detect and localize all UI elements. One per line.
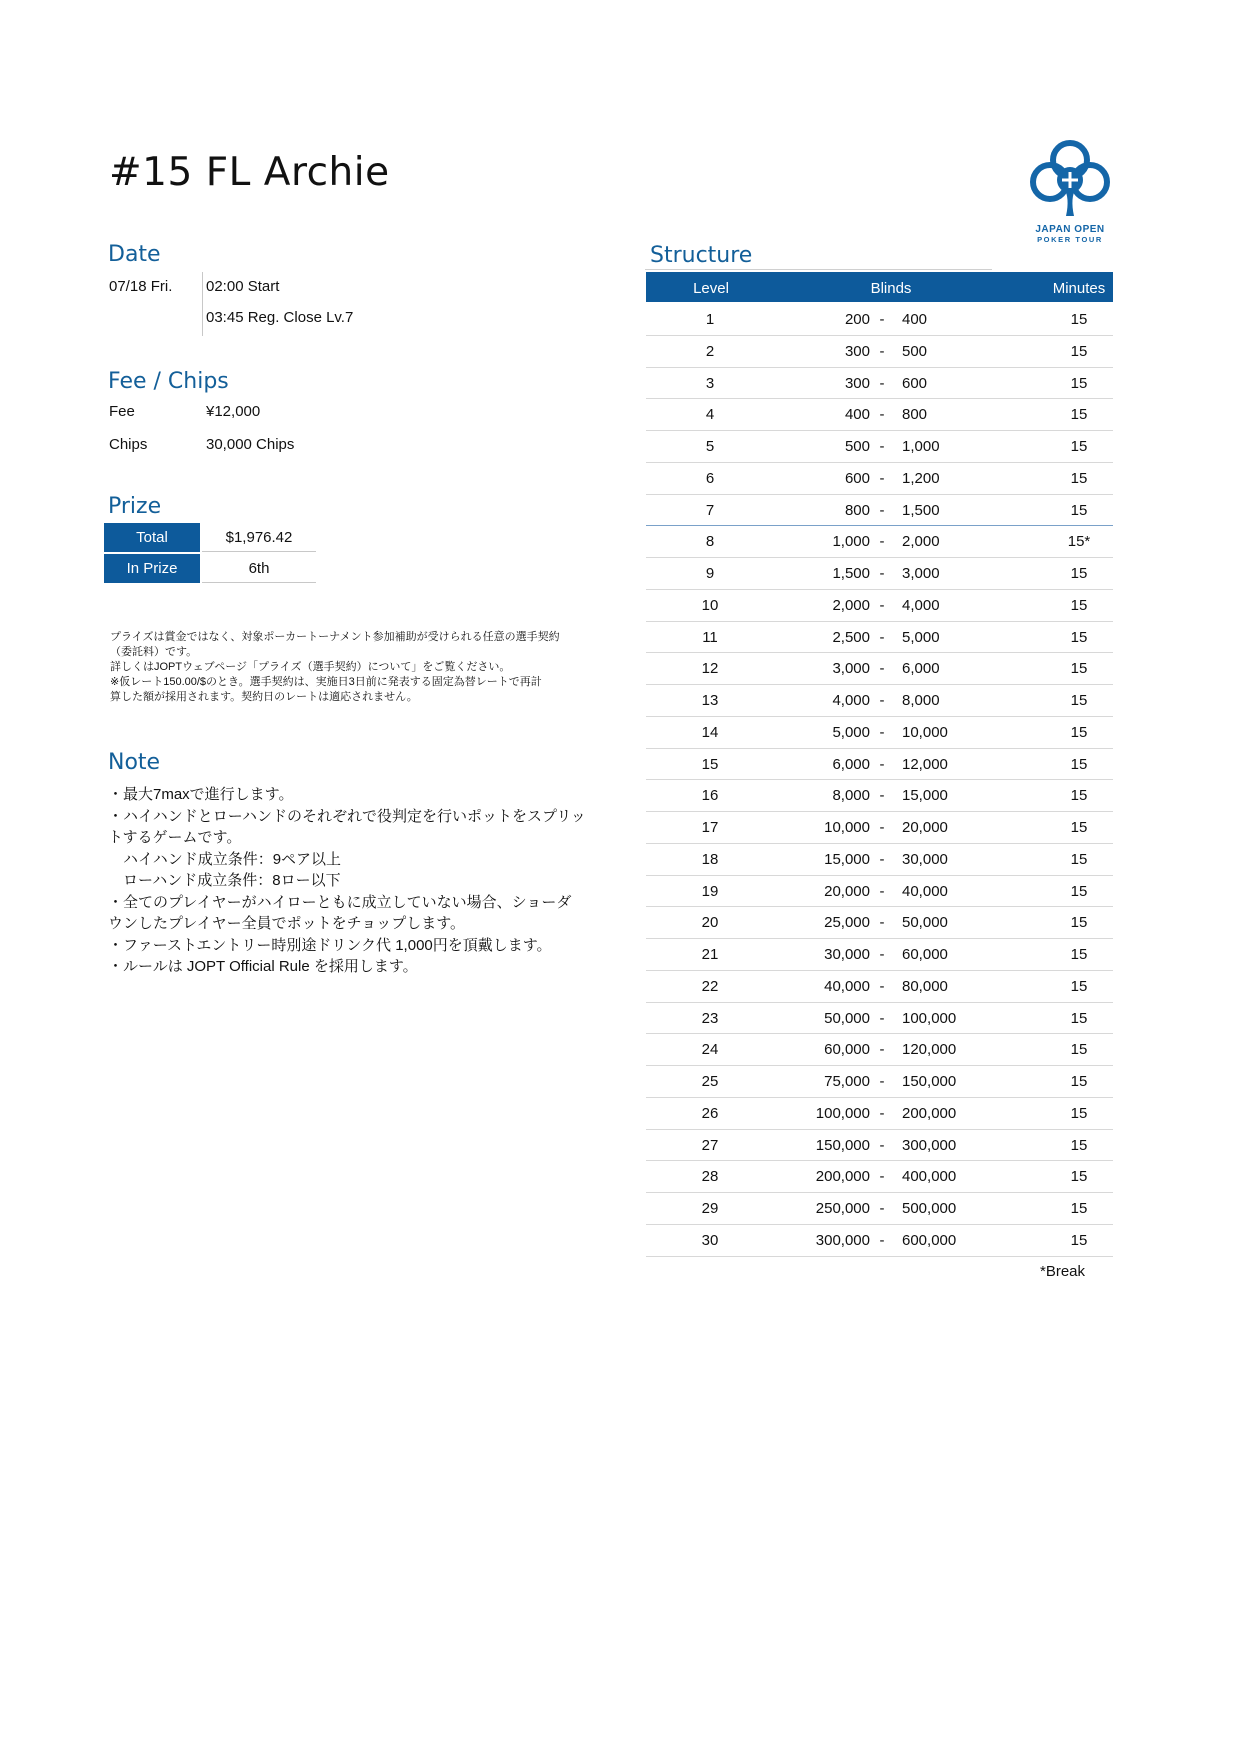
big-blind-cell: 8,000	[902, 692, 940, 709]
level-cell: 4	[705, 406, 715, 424]
small-blind-cell: 15,000	[824, 850, 870, 868]
table-row	[646, 558, 1113, 590]
level-cell: 17	[701, 819, 719, 836]
table-row	[646, 876, 1113, 908]
note-heading: Note	[108, 750, 161, 775]
blind-separator: -	[879, 1168, 885, 1186]
minutes-cell: 15	[1070, 406, 1088, 424]
small-blind-cell: 300	[844, 374, 870, 392]
small-blind-cell: 60,000	[824, 1041, 870, 1059]
prize-total-value: $1,976.42	[202, 523, 316, 552]
table-row	[646, 1130, 1113, 1162]
blind-separator: -	[879, 850, 885, 868]
blind-separator: -	[879, 882, 885, 900]
logo-text-line1: JAPAN OPEN	[1035, 224, 1105, 235]
table-row	[646, 1098, 1113, 1130]
prize-note-line: プライズは賞金ではなく、対象ポーカートーナメント参加補助が受けられる任意の選手契約	[110, 631, 560, 643]
minutes-cell: 15	[1070, 1136, 1088, 1154]
blind-separator: -	[879, 660, 885, 678]
level-cell: 13	[701, 692, 719, 709]
big-blind-cell: 15,000	[902, 787, 948, 805]
big-blind-cell: 30,000	[902, 850, 948, 868]
minutes-cell: 15*	[1067, 533, 1091, 551]
small-blind-cell: 20,000	[824, 882, 870, 900]
prize-inprize-row	[104, 554, 316, 583]
big-blind-cell: 600,000	[902, 1231, 957, 1249]
minutes-cell: 15	[1070, 438, 1088, 455]
note-line: ・ハイハンドとローハンドのそれぞれで役判定を行いポットをスプリッ	[108, 807, 586, 825]
small-blind-cell: 10,000	[824, 819, 870, 836]
blind-separator: -	[879, 692, 885, 709]
level-cell: 21	[701, 946, 719, 963]
jopt-logo	[1024, 138, 1116, 244]
col-blinds: Blinds	[870, 280, 912, 297]
blind-separator: -	[879, 1136, 885, 1154]
level-cell: 2	[705, 342, 715, 360]
prize-inprize-label: In Prize	[104, 554, 202, 583]
small-blind-cell: 500	[844, 438, 870, 455]
minutes-cell: 15	[1070, 374, 1088, 392]
level-cell: 15	[701, 755, 719, 773]
prize-note-line: （委託料）です。	[110, 646, 198, 658]
blind-separator: -	[879, 311, 885, 328]
big-blind-cell: 4,000	[902, 596, 940, 614]
col-minutes: Minutes	[1052, 280, 1106, 297]
minutes-cell: 15	[1070, 596, 1088, 614]
big-blind-cell: 1,500	[902, 501, 940, 519]
blind-separator: -	[879, 565, 885, 582]
blind-separator: -	[879, 977, 885, 995]
blind-separator: -	[879, 501, 885, 519]
big-blind-cell: 2,000	[902, 533, 940, 551]
minutes-cell: 15	[1070, 1168, 1088, 1186]
blind-separator: -	[879, 1231, 885, 1249]
level-cell: 1	[705, 311, 715, 328]
club-logo-icon	[1028, 138, 1112, 222]
minutes-cell: 15	[1070, 723, 1088, 741]
col-level: Level	[693, 280, 729, 297]
date-heading: Date	[108, 242, 161, 267]
table-row	[646, 431, 1113, 463]
level-cell: 12	[701, 660, 719, 678]
big-blind-cell: 3,000	[902, 565, 940, 582]
big-blind-cell: 5,000	[902, 628, 940, 646]
minutes-cell: 15	[1070, 660, 1088, 678]
table-row	[646, 780, 1113, 812]
level-cell: 18	[701, 850, 719, 868]
note-line: ウンしたプレイヤー全員でポットをチョップします。	[108, 915, 466, 932]
table-row	[646, 304, 1113, 336]
minutes-cell: 15	[1070, 1104, 1088, 1122]
minutes-cell: 15	[1070, 1041, 1088, 1059]
fee-label: Fee	[109, 403, 135, 420]
small-blind-cell: 8,000	[832, 787, 870, 805]
small-blind-cell: 50,000	[824, 1009, 870, 1027]
level-cell: 29	[701, 1200, 719, 1217]
structure-heading-rule	[645, 269, 992, 270]
note-line: ・ルールは JOPT Official Rule を採用します。	[108, 958, 418, 975]
structure-heading: Structure	[650, 243, 753, 268]
small-blind-cell: 5,000	[832, 723, 870, 741]
table-row	[646, 1066, 1113, 1098]
prize-total-label: Total	[104, 523, 202, 552]
small-blind-cell: 25,000	[824, 914, 870, 932]
minutes-cell: 15	[1070, 1073, 1088, 1090]
minutes-cell: 15	[1070, 692, 1088, 709]
small-blind-cell: 300,000	[815, 1231, 870, 1249]
blind-separator: -	[879, 723, 885, 741]
table-row	[646, 812, 1113, 844]
table-row	[646, 463, 1113, 495]
small-blind-cell: 300	[844, 342, 870, 360]
big-blind-cell: 1,200	[902, 469, 940, 487]
table-row	[646, 971, 1113, 1003]
small-blind-cell: 800	[844, 501, 870, 519]
table-row	[646, 495, 1113, 527]
fee-heading: Fee / Chips	[108, 369, 229, 394]
big-blind-cell: 400,000	[902, 1168, 957, 1186]
big-blind-cell: 500	[902, 342, 928, 360]
event-day: 07/18 Fri.	[109, 278, 173, 295]
table-row	[646, 844, 1113, 876]
minutes-cell: 15	[1070, 787, 1088, 805]
level-cell: 26	[701, 1104, 719, 1122]
blind-separator: -	[879, 1104, 885, 1122]
small-blind-cell: 150,000	[815, 1136, 870, 1154]
small-blind-cell: 2,000	[832, 596, 870, 614]
level-cell: 16	[701, 787, 719, 805]
minutes-cell: 15	[1070, 882, 1088, 900]
table-row	[646, 717, 1113, 749]
small-blind-cell: 600	[844, 469, 870, 487]
note-line: ・全てのプレイヤーがハイローともに成立していない場合、ショーダ	[108, 893, 572, 911]
reg-close-time: 03:45 Reg. Close Lv.7	[206, 309, 354, 326]
start-time: 02:00 Start	[206, 278, 280, 295]
minutes-cell: 15	[1070, 946, 1088, 963]
small-blind-cell: 6,000	[832, 755, 870, 773]
blind-separator: -	[879, 342, 885, 360]
big-blind-cell: 80,000	[902, 977, 948, 995]
minutes-cell: 15	[1070, 628, 1088, 646]
level-cell: 22	[701, 977, 719, 995]
blind-separator: -	[879, 533, 885, 551]
level-cell: 6	[705, 469, 715, 487]
table-row	[646, 1193, 1113, 1225]
big-blind-cell: 100,000	[902, 1009, 957, 1027]
fee-value: ¥12,000	[206, 403, 261, 420]
level-cell: 23	[701, 1009, 719, 1027]
level-cell: 11	[702, 628, 718, 646]
minutes-cell: 15	[1070, 850, 1088, 868]
small-blind-cell: 4,000	[832, 692, 870, 709]
small-blind-cell: 30,000	[824, 946, 870, 963]
small-blind-cell: 400	[844, 406, 870, 424]
minutes-cell: 15	[1070, 469, 1088, 487]
table-row	[646, 336, 1113, 368]
structure-table-body	[646, 304, 1113, 1257]
level-cell: 20	[701, 914, 719, 932]
minutes-cell: 15	[1070, 1009, 1088, 1027]
small-blind-cell: 200	[844, 311, 870, 328]
blind-separator: -	[879, 1009, 885, 1027]
prize-inprize-value: 6th	[202, 554, 316, 583]
table-row	[646, 653, 1113, 685]
note-list	[108, 784, 586, 978]
blind-separator: -	[879, 406, 885, 424]
small-blind-cell: 75,000	[824, 1073, 870, 1090]
table-row	[646, 907, 1113, 939]
big-blind-cell: 60,000	[902, 946, 948, 963]
big-blind-cell: 200,000	[902, 1104, 957, 1122]
level-cell: 9	[705, 565, 715, 582]
prize-note-line: 算した額が採用されます。契約日のレートは適応されません。	[110, 691, 418, 703]
break-footnote: *Break	[1040, 1263, 1086, 1280]
big-blind-cell: 600	[902, 374, 928, 392]
blind-separator: -	[879, 596, 885, 614]
table-row	[646, 939, 1113, 971]
date-divider	[202, 272, 203, 336]
small-blind-cell: 2,500	[832, 628, 870, 646]
small-blind-cell: 40,000	[824, 977, 870, 995]
blind-separator: -	[879, 1073, 885, 1090]
big-blind-cell: 12,000	[902, 755, 948, 773]
prize-note-line: ※仮レート150.00/$のとき。選手契約は、実施日3日前に発表する固定為替レートで再計	[110, 676, 542, 688]
minutes-cell: 15	[1070, 914, 1088, 932]
page-title: #15 FL Archie	[109, 150, 390, 195]
big-blind-cell: 300,000	[902, 1136, 957, 1154]
note-line: トするゲームです。	[108, 829, 242, 846]
blind-separator: -	[879, 914, 885, 932]
big-blind-cell: 6,000	[902, 660, 940, 678]
chips-value: 30,000 Chips	[206, 436, 295, 453]
minutes-cell: 15	[1070, 1200, 1088, 1217]
table-row	[646, 1161, 1113, 1193]
level-cell: 24	[701, 1041, 719, 1059]
level-cell: 3	[705, 374, 715, 392]
level-cell: 10	[701, 596, 719, 614]
small-blind-cell: 100,000	[815, 1104, 870, 1122]
level-cell: 27	[701, 1136, 719, 1154]
prize-heading: Prize	[108, 494, 162, 519]
big-blind-cell: 500,000	[902, 1200, 957, 1217]
chips-label: Chips	[109, 436, 148, 453]
minutes-cell: 15	[1070, 977, 1088, 995]
big-blind-cell: 50,000	[902, 914, 948, 932]
big-blind-cell: 40,000	[902, 882, 948, 900]
small-blind-cell: 3,000	[832, 660, 870, 678]
table-row	[646, 685, 1113, 717]
blind-separator: -	[879, 787, 885, 805]
table-row	[646, 622, 1113, 654]
minutes-cell: 15	[1070, 501, 1088, 519]
blind-separator: -	[879, 819, 885, 836]
minutes-cell: 15	[1070, 1231, 1088, 1249]
minutes-cell: 15	[1070, 342, 1088, 360]
level-cell: 14	[701, 723, 719, 741]
blind-separator: -	[879, 438, 885, 455]
level-cell: 30	[701, 1231, 719, 1249]
big-blind-cell: 150,000	[902, 1073, 957, 1090]
blind-separator: -	[879, 946, 885, 963]
prize-total-row	[104, 523, 316, 552]
note-line: ローハンド成立条件：8ロー以下	[108, 872, 341, 889]
note-line: ・最大7maxで進行します。	[108, 786, 294, 803]
table-row	[646, 1225, 1113, 1257]
note-line: ・ファーストエントリー時別途ドリンク代 1,000円を頂戴します。	[108, 936, 552, 954]
small-blind-cell: 250,000	[815, 1200, 870, 1217]
table-row	[646, 399, 1113, 431]
table-row	[646, 1034, 1113, 1066]
big-blind-cell: 10,000	[902, 723, 948, 741]
minutes-cell: 15	[1070, 819, 1088, 836]
note-line: ハイハンド成立条件：9ペア以上	[108, 850, 342, 868]
minutes-cell: 15	[1070, 565, 1088, 582]
blind-separator: -	[879, 374, 885, 392]
big-blind-cell: 800	[902, 406, 928, 424]
big-blind-cell: 20,000	[902, 819, 948, 836]
level-cell: 25	[701, 1073, 719, 1090]
logo-text-line2: POKER TOUR	[1037, 235, 1103, 244]
table-row	[646, 749, 1113, 781]
table-row	[646, 526, 1113, 558]
big-blind-cell: 400	[902, 311, 928, 328]
blind-separator: -	[879, 1200, 885, 1217]
blind-separator: -	[879, 469, 885, 487]
blind-separator: -	[879, 755, 885, 773]
level-cell: 8	[705, 533, 715, 551]
blind-separator: -	[879, 1041, 885, 1059]
level-cell: 28	[701, 1168, 719, 1186]
table-row	[646, 368, 1113, 400]
minutes-cell: 15	[1070, 755, 1088, 773]
small-blind-cell: 1,500	[832, 565, 870, 582]
prize-disclaimer	[110, 630, 590, 705]
blind-separator: -	[879, 628, 885, 646]
big-blind-cell: 1,000	[902, 438, 940, 455]
level-cell: 19	[701, 882, 719, 900]
level-cell: 7	[705, 501, 715, 519]
big-blind-cell: 120,000	[902, 1041, 957, 1059]
minutes-cell: 15	[1070, 311, 1088, 328]
small-blind-cell: 200,000	[815, 1168, 870, 1186]
structure-table-header	[646, 272, 1113, 302]
table-row	[646, 1003, 1113, 1035]
small-blind-cell: 1,000	[832, 533, 870, 551]
prize-note-line: 詳しくはJOPTウェブページ「プライズ（選手契約）について」をご覧ください。	[110, 661, 511, 673]
level-cell: 5	[705, 438, 715, 455]
table-row	[646, 590, 1113, 622]
